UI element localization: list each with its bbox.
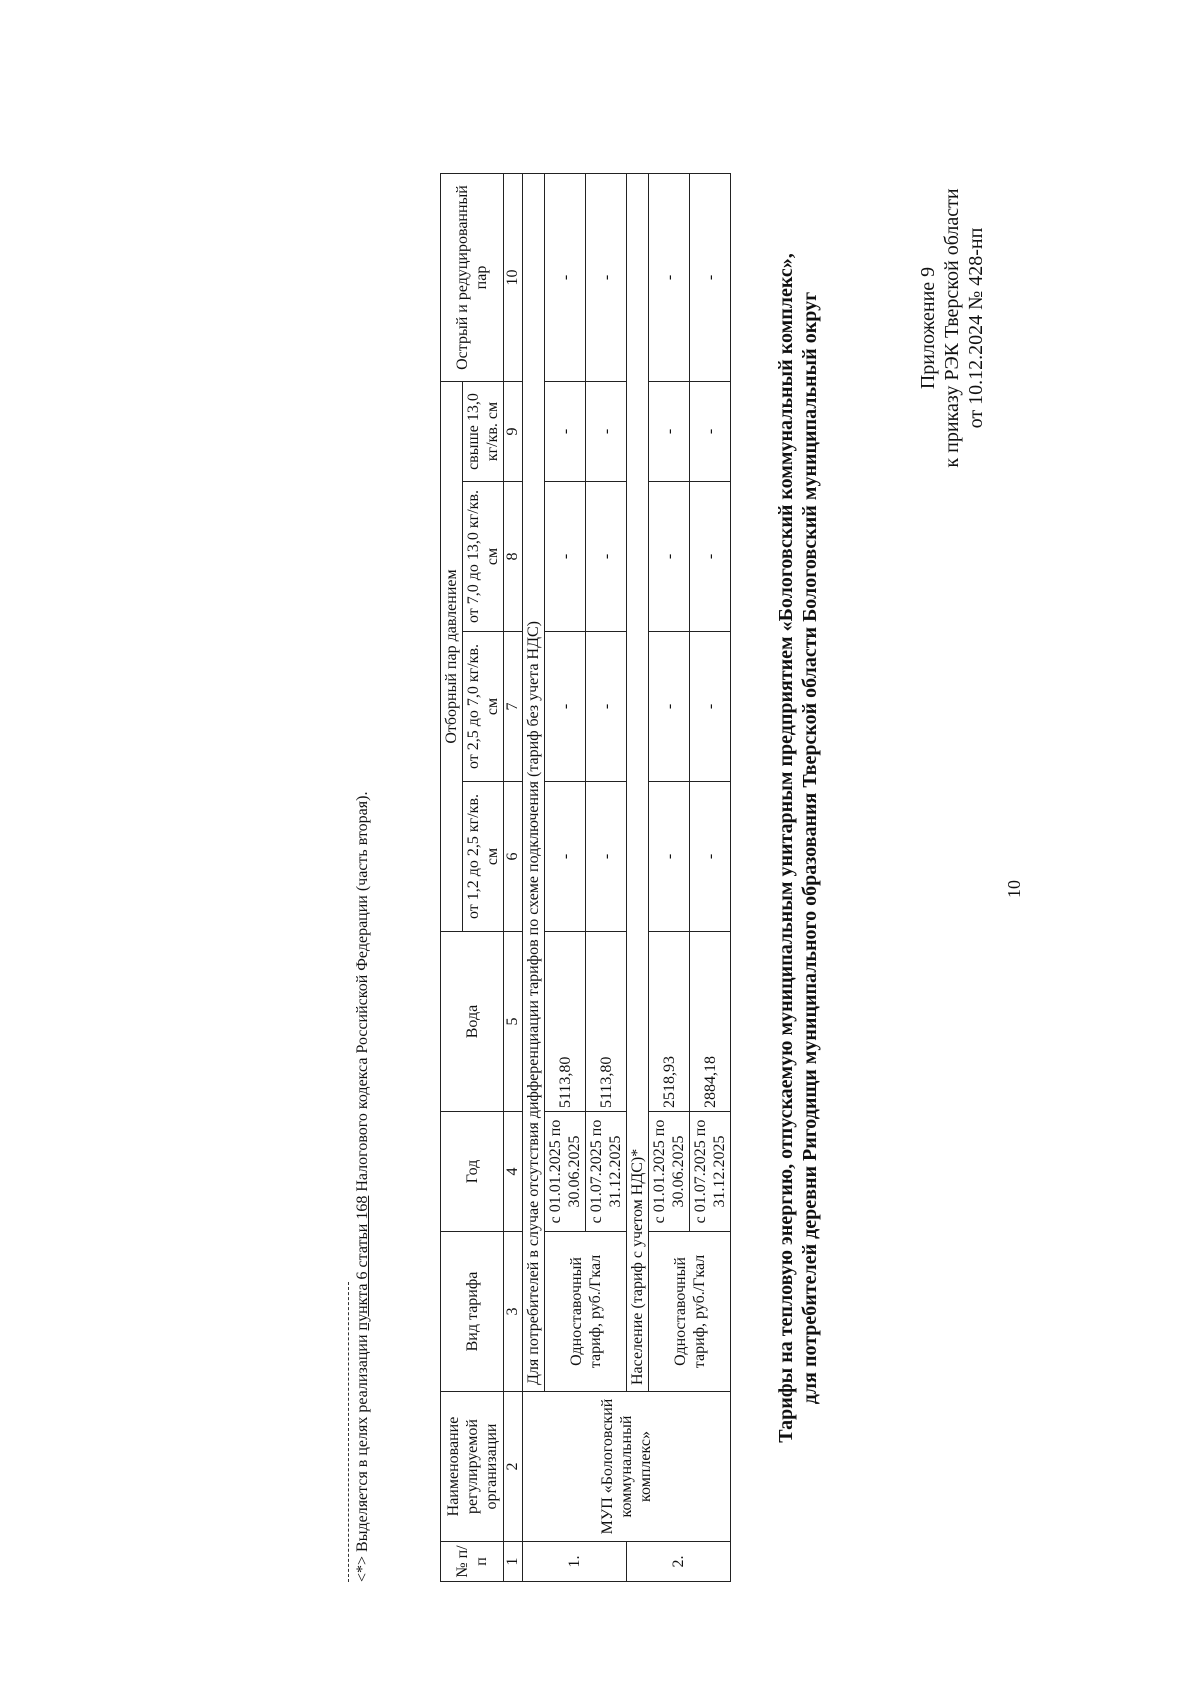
period-cell: с 01.07.2025 по 31.12.2025 <box>690 1112 731 1232</box>
tariff-type: Одноставочный тариф, руб./Гкал <box>649 1232 731 1392</box>
column-number: 4 <box>504 1112 523 1232</box>
header-year: Год <box>441 1112 504 1232</box>
section-title: Население (тариф с учетом НДС)* <box>627 174 649 1392</box>
column-number: 1 <box>504 1542 523 1582</box>
header-steam-3: от 7,0 до 13,0 кг/кв. см <box>463 482 504 632</box>
steam-value: - <box>649 382 690 482</box>
sharp-steam-value: - <box>545 174 586 382</box>
steam-value: - <box>690 382 731 482</box>
section-title-row <box>627 174 649 1582</box>
steam-value: - <box>586 482 627 632</box>
period-cell: с 01.01.2025 по 30.06.2025 <box>545 1112 586 1232</box>
appendix-line: к приказу РЭК Тверской области <box>941 188 963 468</box>
sharp-steam-value: - <box>690 174 731 382</box>
steam-value: - <box>690 482 731 632</box>
appendix-block <box>916 68 988 588</box>
table-row <box>545 174 586 1582</box>
header-tariff-type: Вид тарифа <box>441 1232 504 1392</box>
header-steam-1: от 1,2 до 2,5 кг/кв. см <box>463 782 504 932</box>
steam-value: - <box>545 482 586 632</box>
period-cell: с 01.01.2025 по 30.06.2025 <box>649 1112 690 1232</box>
footnote-reference: пункта 6 статьи 168 <box>354 1195 371 1331</box>
sharp-steam-value: - <box>586 174 627 382</box>
steam-value: - <box>649 632 690 782</box>
steam-value: - <box>649 782 690 932</box>
header-row <box>441 174 463 1582</box>
water-value: 5113,80 <box>545 932 586 1112</box>
steam-value: - <box>586 632 627 782</box>
column-number-row <box>504 174 523 1582</box>
column-number: 10 <box>504 174 523 382</box>
column-number: 3 <box>504 1232 523 1392</box>
column-number: 6 <box>504 782 523 932</box>
water-value: 2884,18 <box>690 932 731 1112</box>
water-value: 2518,93 <box>649 932 690 1112</box>
header-org: Наименование регулируемой организации <box>441 1392 504 1542</box>
appendix-line: Приложение 9 <box>917 266 939 390</box>
row-number: 2. <box>627 1542 731 1582</box>
steam-value: - <box>545 632 586 782</box>
organization-name: МУП «Бологовский коммунальный комплекс» <box>523 1392 731 1542</box>
column-number: 7 <box>504 632 523 782</box>
footnote <box>354 792 372 1582</box>
header-num: № п/п <box>441 1542 504 1582</box>
tariff-table <box>440 173 731 1582</box>
appendix-line: от 10.12.2024 № 428-нп <box>965 227 987 429</box>
header-steam-2: от 2,5 до 7,0 кг/кв. см <box>463 632 504 782</box>
column-number: 8 <box>504 482 523 632</box>
steam-value: - <box>586 782 627 932</box>
footnote-prefix: <*> Выделяется в целях реализации <box>354 1330 371 1582</box>
period-cell: с 01.07.2025 по 31.12.2025 <box>586 1112 627 1232</box>
tariff-type: Одноставочный тариф, руб./Гкал <box>545 1232 627 1392</box>
steam-value: - <box>545 782 586 932</box>
column-number: 2 <box>504 1392 523 1542</box>
document-title <box>774 28 822 1668</box>
header-steam-group: Отборный пар давлением <box>441 382 463 932</box>
steam-value: - <box>690 782 731 932</box>
title-line: Тарифы на тепловую энергию, отпускаемую муниципальным унитарным предприятием «Бологовский коммунальный комплекс», <box>775 253 797 1443</box>
steam-value: - <box>649 482 690 632</box>
steam-value: - <box>545 382 586 482</box>
header-steam-4: свыше 13,0 кг/кв. см <box>463 382 504 482</box>
title-line: для потребителей деревни Ригодищи муниципального образования Тверской области Бологовский муниципальный округ <box>799 291 821 1405</box>
column-number: 5 <box>504 932 523 1112</box>
header-sharp-steam: Острый и редуцированный пар <box>441 174 504 382</box>
document-page <box>80 28 1080 1668</box>
sharp-steam-value: - <box>649 174 690 382</box>
steam-value: - <box>586 382 627 482</box>
column-number: 9 <box>504 382 523 482</box>
section-title-row <box>523 174 545 1582</box>
water-value: 5113,80 <box>586 932 627 1112</box>
steam-value: - <box>690 632 731 782</box>
table-row <box>649 174 690 1582</box>
footnote-suffix: Налогового кодекса Российской Федерации (часть вторая). <box>354 791 371 1196</box>
header-water: Вода <box>441 932 504 1112</box>
page-number: 10 <box>1004 880 1024 898</box>
row-number: 1. <box>523 1542 627 1582</box>
footnote-divider <box>348 1282 349 1582</box>
section-title: Для потребителей в случае отсутствия дифференциации тарифов по схеме подключения (тариф без учета НДС) <box>523 174 545 1392</box>
